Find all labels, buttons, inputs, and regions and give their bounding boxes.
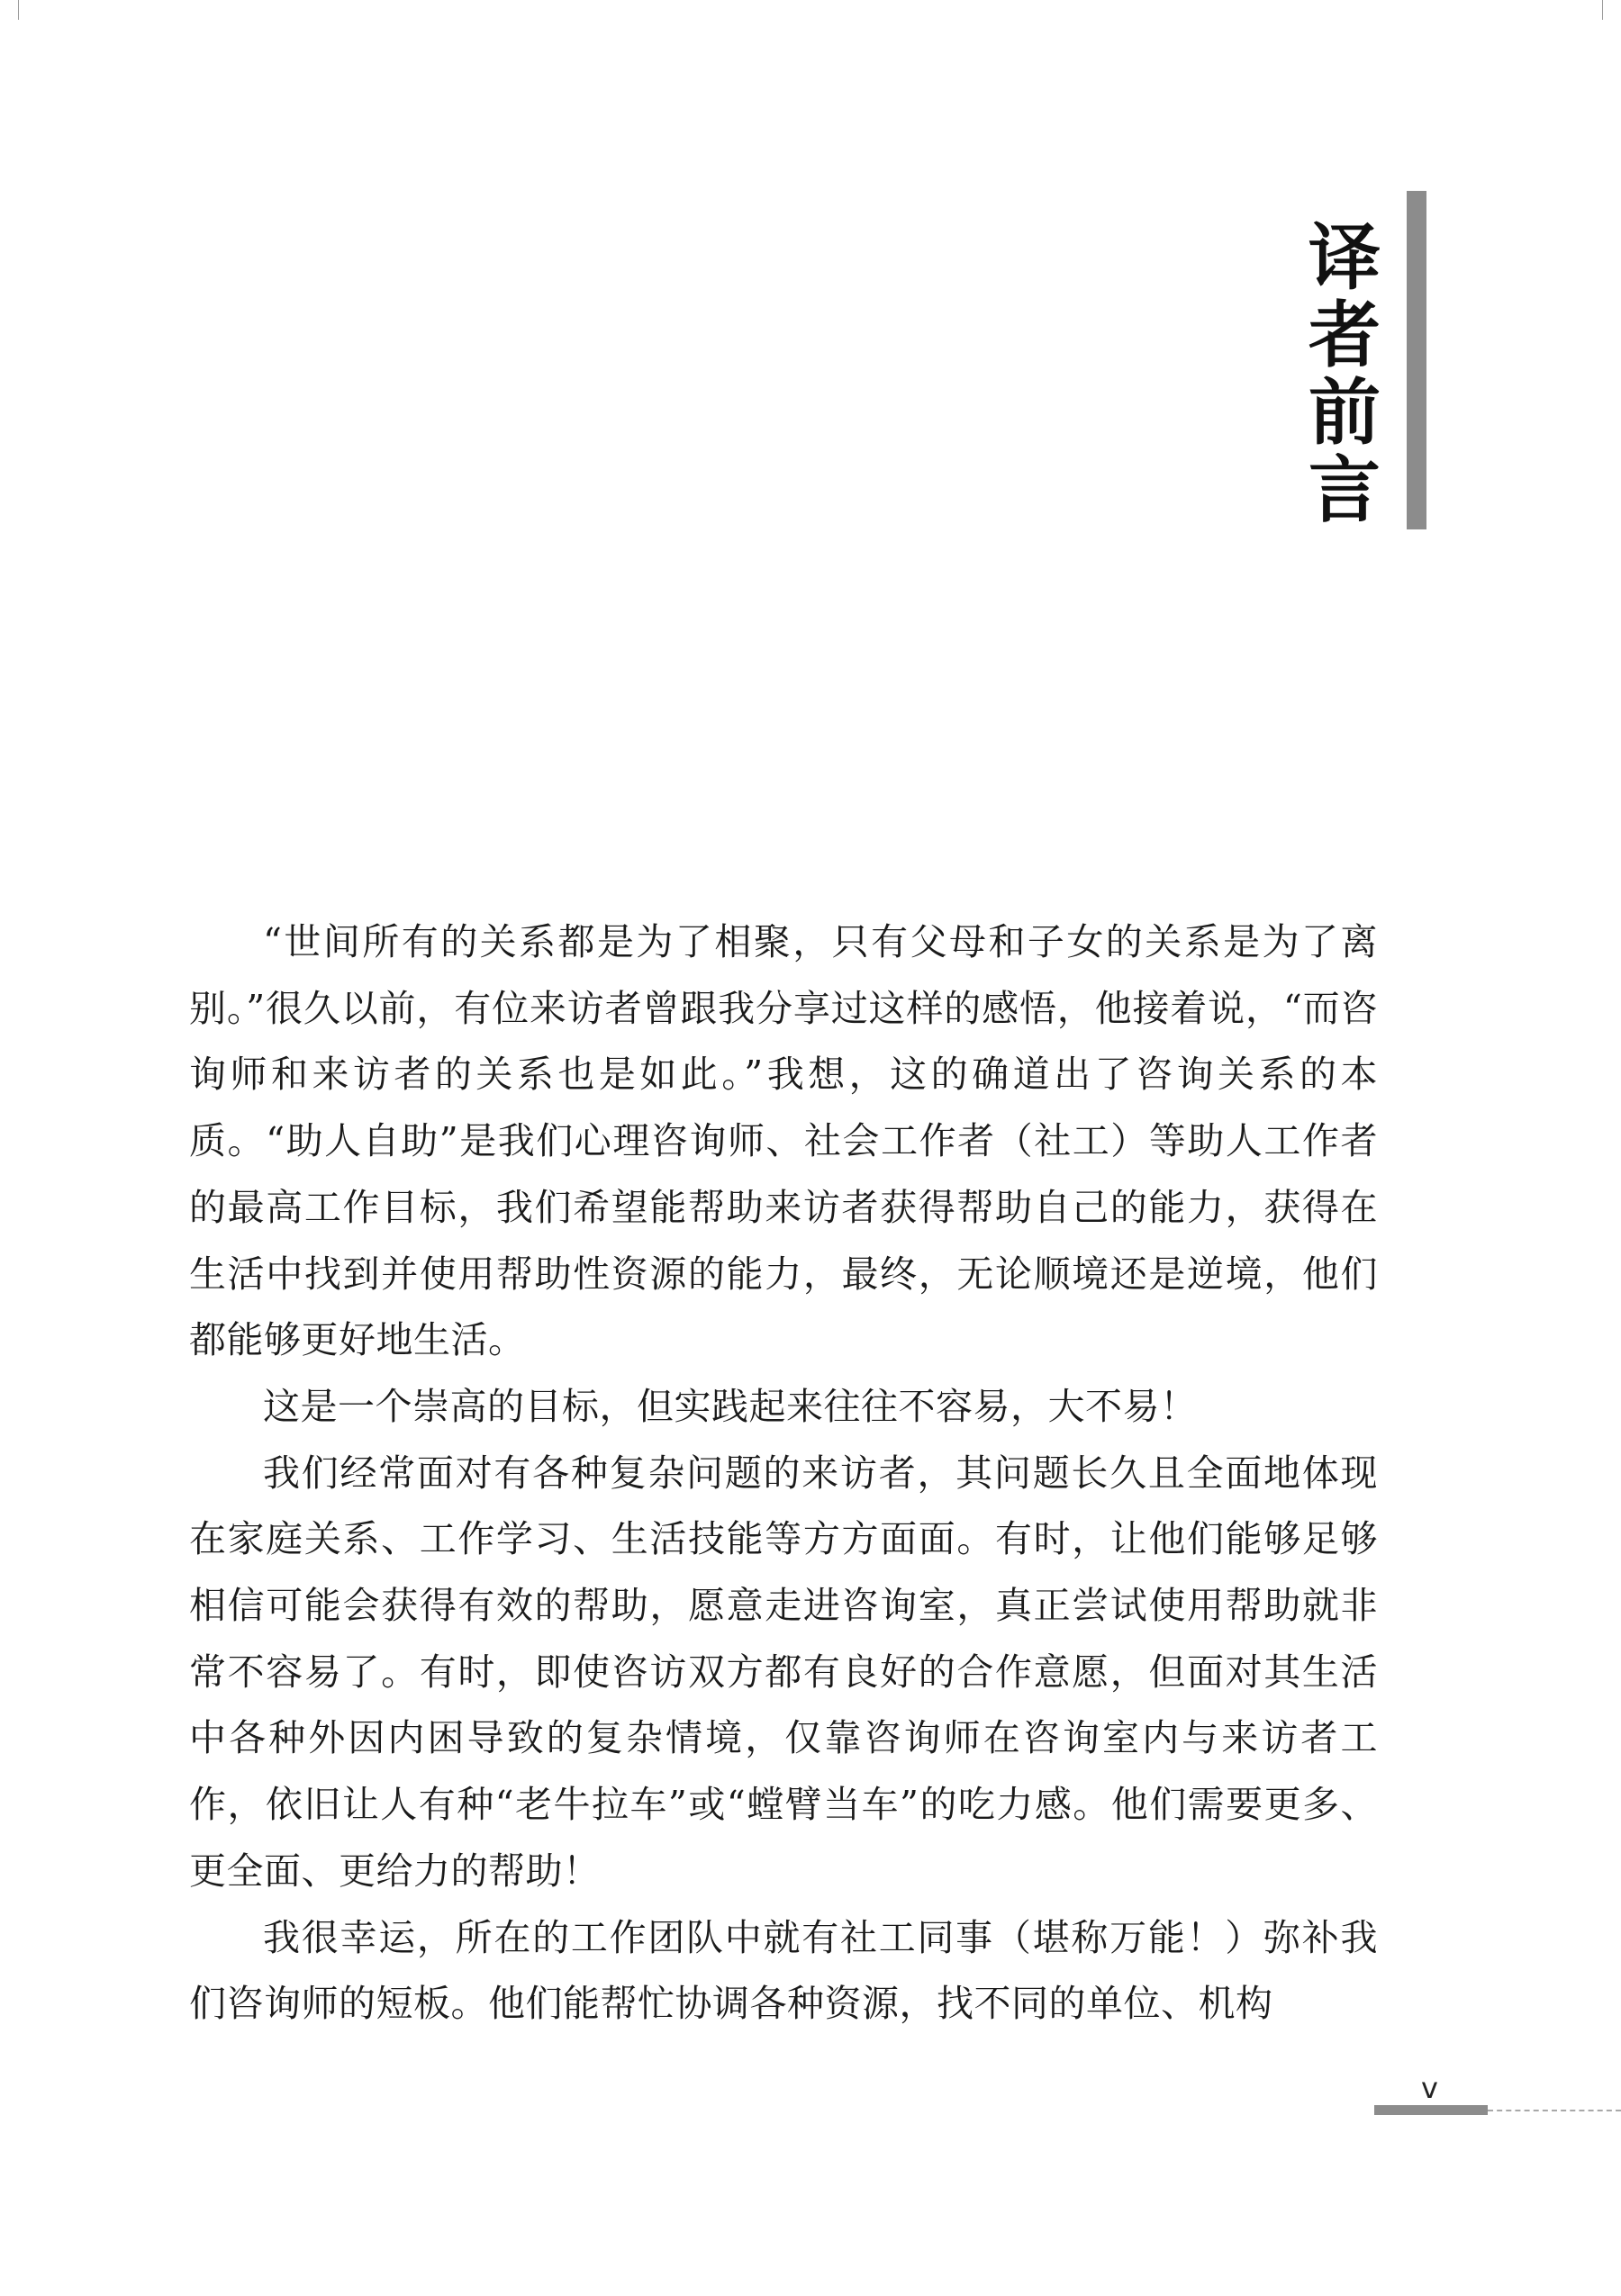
chapter-title-char: 前 [1309, 371, 1381, 455]
paragraph: “世间所有的关系都是为了相聚，只有父母和子女的关系是为了离别。”很久以前，有位来访者曾跟我分享过这样的感悟，他接着说，“而咨询师和来访者的关系也是如此。”我想，这的确道出了咨询关系的本质。“助人自助”是我们心理咨询师、社会工作者（社工）等助人工作者的最高工作目标，我们希望能帮助来访者获得帮助自己的能力，获得在生活中找到并使用帮助性资源的能力，最终，无论顺境还是逆境，他们都能够更好地生活。 [189, 920, 1378, 1362]
paragraph: 我们经常面对有各种复杂问题的来访者，其问题长久且全面地体现在家庭关系、工作学习、生活技能等方方面面。有时，让他们能够足够相信可能会获得有效的帮助，愿意走进咨询室，真正尝试使用帮助就非常不容易了。有时，即使咨访双方都有良好的合作意愿，但面对其生活中各种外因内困导致的复杂情境，仅靠咨询师在咨询室内与来访者工作，依旧让人有种“老牛拉车”或“螳臂当车”的吃力感。他们需要更多、更全面、更给力的帮助！ [189, 1451, 1378, 1893]
chapter-title [1304, 216, 1385, 532]
paragraph: 我很幸运，所在的工作团队中就有社工同事（堪称万能！）弥补我们咨询师的短板。他们能帮忙协调各种资源，找不同的单位、机构 [189, 1915, 1378, 2026]
footer-dotted-line [1488, 2110, 1621, 2111]
chapter-title-char: 言 [1309, 448, 1381, 532]
crop-mark-right [1602, 0, 1603, 20]
footer-bar [1374, 2105, 1488, 2115]
page-number: v [1421, 2071, 1438, 2105]
chapter-title-char: 者 [1309, 294, 1381, 377]
crop-mark-left [18, 0, 19, 20]
title-side-bar [1407, 191, 1426, 529]
body-text [189, 909, 1378, 2038]
paragraph: 这是一个崇高的目标，但实践起来往往不容易，大不易！ [263, 1384, 1198, 1428]
chapter-title-char: 译 [1309, 216, 1381, 300]
